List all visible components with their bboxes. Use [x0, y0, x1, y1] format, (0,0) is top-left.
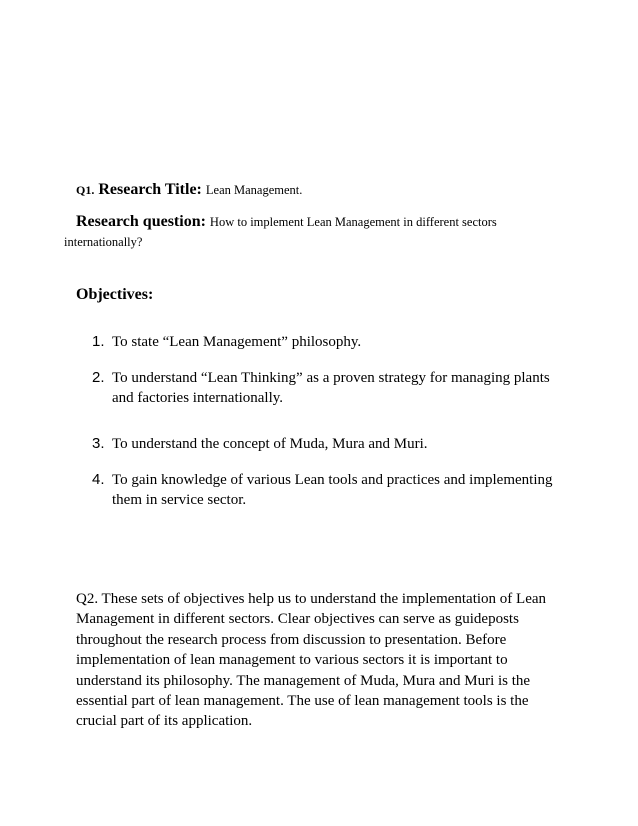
- objective-item: [92, 434, 562, 454]
- research-question-text: How to implement Lean Management in different sectors: [209, 215, 497, 229]
- objective-item: [92, 470, 562, 510]
- objective-item: [92, 368, 562, 408]
- question-number: Q1.: [76, 183, 95, 197]
- q2-paragraph: Q2. These sets of objectives help us to understand the implementation of Lean Management in different sectors. Clear objectives can serve as guideposts throughout the research process from discussion to presentation. Before implementation of lean management to various sectors it is important to understand its philosophy. The management of Muda, Mura and Muri is the essential part of lean management. The use of lean management tools is the crucial part of its application.: [76, 591, 547, 730]
- research-title-line: [76, 180, 302, 200]
- objectives-heading: Objectives:: [76, 286, 154, 303]
- list-marker: 2.: [92, 369, 105, 386]
- research-title-label: Research Title:: [98, 181, 202, 198]
- objective-text: To understand “Lean Thinking” as a proven strategy for managing plants and factories internationally.: [112, 370, 550, 406]
- list-marker: 4.: [92, 471, 105, 488]
- objective-text: To gain knowledge of various Lean tools and practices and implementing them in service sector.: [112, 472, 553, 508]
- list-marker: 1.: [92, 333, 105, 350]
- research-question-continuation: internationally?: [64, 235, 143, 249]
- objective-item: [92, 332, 562, 352]
- research-question: [64, 212, 506, 252]
- objective-text: To state “Lean Management” philosophy.: [112, 334, 362, 350]
- research-title-value: Lean Management.: [205, 183, 303, 197]
- objective-text: To understand the concept of Muda, Mura and Muri.: [112, 436, 428, 452]
- list-marker: 3.: [92, 435, 105, 452]
- research-question-label: Research question:: [76, 213, 206, 230]
